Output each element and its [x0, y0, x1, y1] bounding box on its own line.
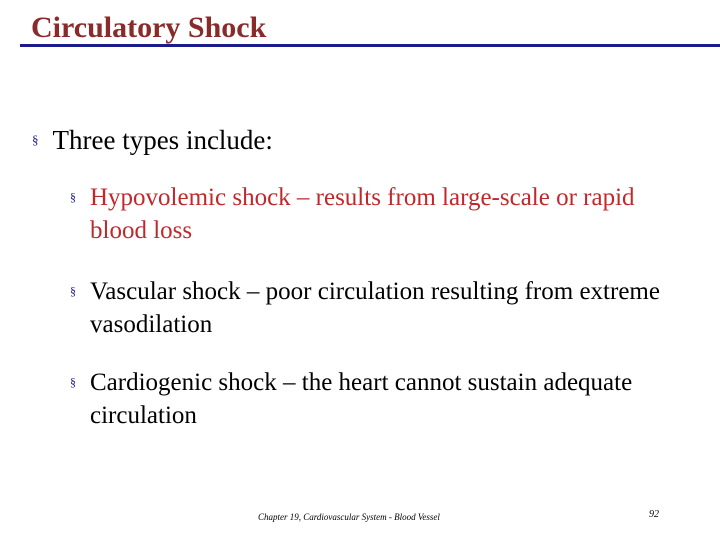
bullet-marker-icon: § [32, 132, 39, 147]
title-underline [20, 44, 720, 47]
bullet-marker-icon: § [70, 190, 76, 204]
bullet-marker-icon: § [70, 375, 76, 389]
sub-bullet-text: Cardiogenic shock – the heart cannot sustain adequate circulation [90, 369, 633, 429]
footer-chapter-label: Chapter 19, Cardiovascular System - Blood Vessel [258, 512, 440, 522]
page-number: 92 [649, 509, 659, 520]
sub-bullet-vascular [70, 275, 690, 341]
slide-title: Circulatory Shock [31, 11, 267, 44]
sub-bullet-text: Vascular shock – poor circulation resulting from extreme vasodilation [90, 278, 660, 338]
main-bullet-text: Three types include: [52, 125, 273, 155]
sub-bullet-hypovolemic [70, 181, 690, 247]
sub-bullet-text: Hypovolemic shock – results from large-scale or rapid blood loss [90, 184, 635, 244]
sub-bullet-cardiogenic [70, 366, 690, 432]
bullet-marker-icon: § [70, 284, 76, 298]
main-bullet [32, 124, 692, 156]
